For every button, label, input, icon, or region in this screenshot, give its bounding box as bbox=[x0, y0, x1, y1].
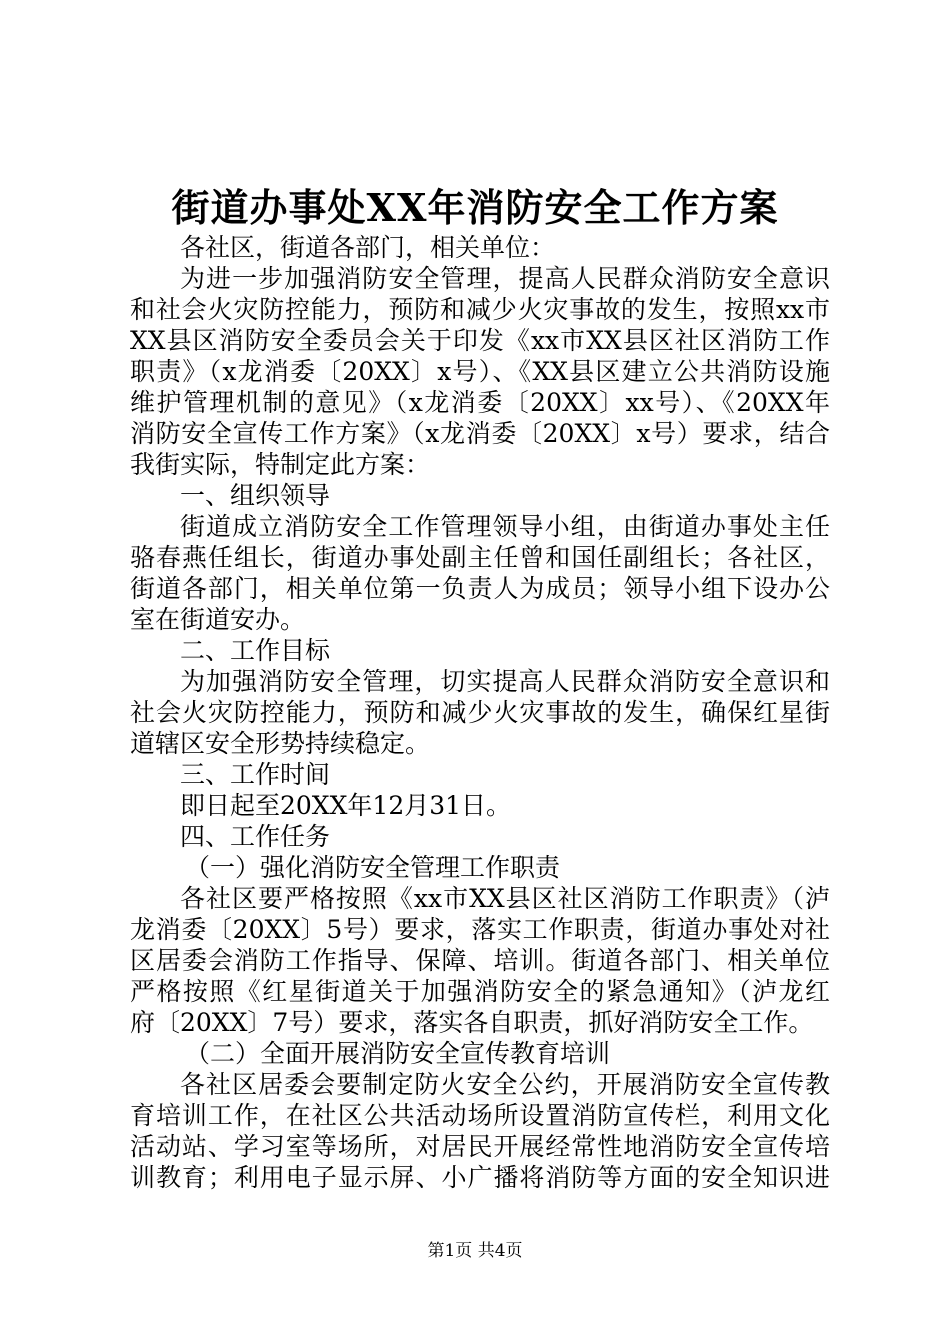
text-line: 街道成立消防安全工作管理领导小组，由街道办事处主任 bbox=[180, 512, 830, 541]
text-line: 活动站、学习室等场所，对居民开展经常性地消防安全宣传培 bbox=[130, 1132, 830, 1161]
text-line: 为进一步加强消防安全管理，提高人民群众消防安全意识 bbox=[180, 264, 830, 293]
page-number-footer: 第1页 共4页 bbox=[427, 1241, 523, 1261]
text-line: 室在街道安办。 bbox=[130, 605, 306, 634]
text-line: 龙消委〔20XX〕5号）要求，落实工作职责，街道办事处对社 bbox=[130, 915, 830, 944]
text-line: 严格按照《红星街道关于加强消防安全的紧急通知》（泸龙红 bbox=[130, 977, 830, 1006]
text-line: 街道各部门，相关单位第一负责人为成员；领导小组下设办公 bbox=[130, 574, 830, 603]
section-heading: 三、工作时间 bbox=[180, 760, 331, 789]
text-line: 训教育；利用电子显示屏、小广播将消防等方面的安全知识进 bbox=[130, 1163, 830, 1192]
section-heading: 二、工作目标 bbox=[180, 636, 331, 665]
text-line: 职责》（x龙消委〔20XX〕x号）、《XX县区建立公共消防设施 bbox=[130, 357, 830, 386]
text-line: 区居委会消防工作指导、保障、培训。街道各部门、相关单位 bbox=[130, 946, 830, 975]
text-line: 道辖区安全形势持续稳定。 bbox=[130, 729, 431, 758]
text-line: 骆春燕任组长，街道办事处副主任曾和国任副组长；各社区， bbox=[130, 543, 830, 572]
subsection-heading: （二）全面开展消防安全宣传教育培训 bbox=[185, 1039, 611, 1068]
text-line: 即日起至20XX年12月31日。 bbox=[180, 791, 512, 820]
text-line: 我街实际，特制定此方案： bbox=[130, 450, 431, 479]
document-body bbox=[130, 232, 830, 1193]
document-title: 街道办事处XX年消防安全工作方案 bbox=[171, 185, 779, 230]
text-line: 育培训工作，在社区公共活动场所设置消防宣传栏，利用文化 bbox=[130, 1101, 830, 1130]
text-line: 各社区，街道各部门，相关单位： bbox=[180, 233, 556, 262]
subsection-heading: （一）强化消防安全管理工作职责 bbox=[185, 853, 561, 882]
text-line: 各社区要严格按照《xx市XX县区社区消防工作职责》（泸 bbox=[180, 884, 830, 913]
section-heading: 一、组织领导 bbox=[180, 481, 331, 510]
text-line: 维护管理机制的意见》（x龙消委〔20XX〕xx号）、《20XX年 bbox=[130, 388, 830, 417]
text-line: 消防安全宣传工作方案》（x龙消委〔20XX〕x号）要求，结合 bbox=[130, 419, 830, 448]
text-line: 为加强消防安全管理，切实提高人民群众消防安全意识和 bbox=[180, 667, 830, 696]
section-heading: 四、工作任务 bbox=[180, 822, 331, 851]
text-line: XX县区消防安全委员会关于印发《xx市XX县区社区消防工作 bbox=[130, 326, 830, 355]
text-line: 和社会火灾防控能力，预防和减少火灾事故的发生，按照xx市 bbox=[130, 295, 830, 324]
text-line: 社会火灾防控能力，预防和减少火灾事故的发生，确保红星街 bbox=[130, 698, 830, 727]
text-line: 各社区居委会要制定防火安全公约，开展消防安全宣传教 bbox=[180, 1070, 830, 1099]
text-line: 府〔20XX〕7号）要求，落实各自职责，抓好消防安全工作。 bbox=[130, 1008, 814, 1037]
